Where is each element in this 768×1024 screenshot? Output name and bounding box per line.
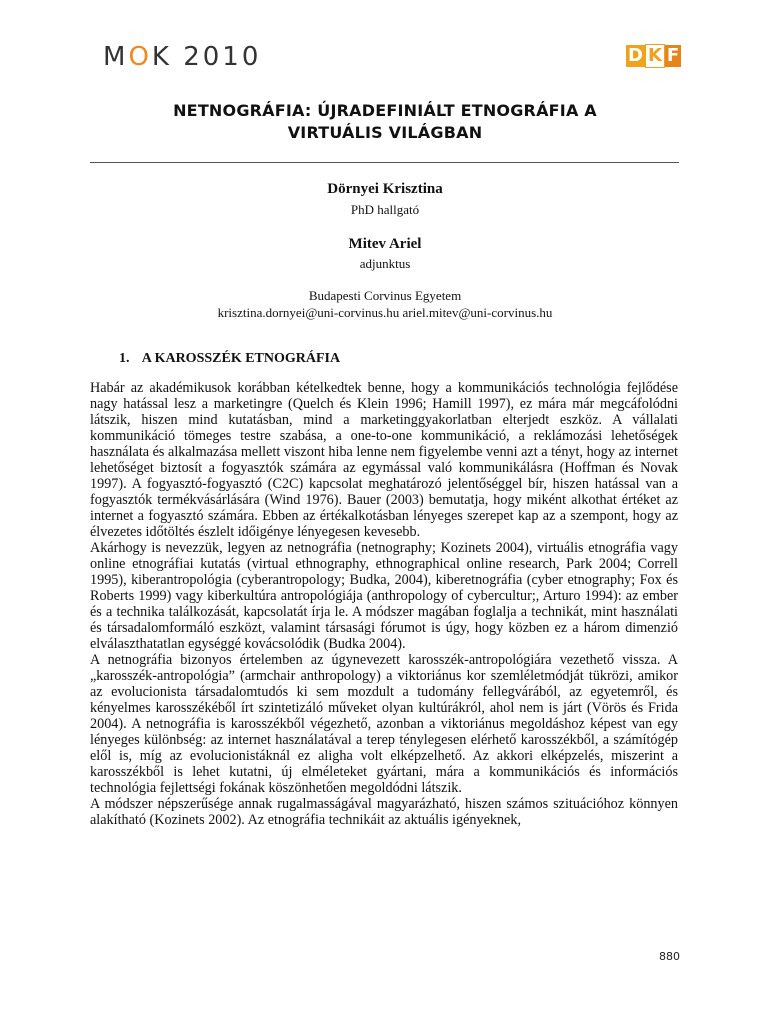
dkf-logo-letter: F — [666, 45, 680, 66]
author-name: Dörnyei Krisztina — [327, 181, 443, 197]
paper-title-line-2: VIRTUÁLIS VILÁGBAN — [287, 123, 483, 142]
section-heading — [119, 351, 340, 367]
paragraph: A netnográfia bizonyos értelemben az úgynevezett karosszék-antropológiára vezethető vissza. A „karosszék-antropológia” (armchair anthropology) a viktoriánus kor szemléletmódját tükrözi, amikor az evolucionista társadalomtudós ki sem mozdult a tudomány fellegvárából, az egyetemről, és kényelmes karosszékéből írt szintetizáló műveket olyan kultúrákról, ahol nem is járt (Vörös és Frida 2004). A netnográfia is karosszékből végezhető, azonban a viktoriánus megoldáshoz képest van egy lényeges különbség: az internet használatával a terep ténylegesen elérhető karosszékből, a számítógép elől is, míg az evolucionistáknál ez aligha volt elképzelhető. Az akkori elképzelés, miszerint a karosszékből is lehet kutatni, új elméleteket gyártani, mára a kommunikációs és információs technológia fejlettségi fokának köszönhetően megoldódni látszik. — [90, 652, 678, 796]
paragraph: Akárhogy is nevezzük, legyen az netnográfia (netnography; Kozinets 2004), virtuális etnográfia vagy online etnográfiai kutatás (virtual ethnography, ethnographical online research, Park 2004; Correll 1995), kiberantropológia (cyberantropology; Budka, 2004), kiberetnográfia (cyber etnography; Fox és Roberts 1999) vagy kiberkultúra antropológiája (anthropology of cybercultur;, Arturo 1994): az ember és a technika találkozását, kapcsolatát írja le. A módszer magában foglalja a technikát, mint használati és társadalomformáló eszközt, valamint társasági fórumot is úgy, hogy közben ez a három dimenzió elválaszthatatlan egységgé kovácsolódik (Budka 2004). — [90, 540, 678, 652]
author-name: Mitev Ariel — [348, 236, 422, 252]
mok-2010-logo: MOK 2010 — [103, 42, 262, 72]
paper-title — [90, 100, 680, 144]
dkf-logo — [626, 44, 681, 68]
author-role: adjunktus — [359, 256, 411, 271]
dkf-logo-letter: D — [628, 45, 643, 66]
author-role: PhD hallgató — [350, 202, 420, 217]
paper-title-line-1: NETNOGRÁFIA: ÚJRADEFINIÁLT ETNOGRÁFIA A — [173, 101, 597, 120]
title-divider — [90, 162, 679, 163]
page-number: 880 — [659, 950, 680, 963]
affiliation: Budapesti Corvinus Egyetem — [308, 288, 462, 303]
section-title: A KAROSSZÉK ETNOGRÁFIA — [141, 351, 341, 366]
section-number: 1. — [119, 351, 130, 366]
paragraph: A módszer népszerűsége annak rugalmasságával magyarázható, hiszen számos szituációhoz könnyen alakítható (Kozinets 2002). Az etnográfia technikáit az aktuális igényeknek, — [90, 796, 678, 828]
body-text — [90, 380, 678, 828]
paragraph: Habár az akadémikusok korábban kételkedtek benne, hogy a kommunikációs technológia fejlődése nagy hatással lesz a marketingre (Quelch és Klein 1996; Hamill 1997), ez mára már megcáfolódni látszik, hiszen mind kutatásban, mind a marketinggyakorlatban elterjedt eszköz. A vállalati kommunikáció tömeges testre szabása, a one-to-one kommunikáció, a reklámozási lehetőségek használata és alkalmazása mellett viszont hiba lenne nem figyelembe venni azt a tényt, hogy az internet lehetőséget biztosít a fogyasztók számára az egymással való kommunikálásra (Hoffman és Novak 1997). A fogyasztó-fogyasztó (C2C) kapcsolat meghatározó jelentőséggel bír, hiszen hatással van a fogyasztók termékvásárlására (Wind 1976). Bauer (2003) bemutatja, hogy miként alkothat értéket az internet a fogyasztó számára. Ebben az értékalkotásban lényeges szerepet kap az a szempont, hogy az élvezetes időtöltés észlelt időigénye lényegesen kevesebb. — [90, 380, 678, 540]
dkf-logo-letter: K — [645, 44, 665, 68]
author-emails: krisztina.dornyei@uni-corvinus.hu ariel.mitev@uni-corvinus.hu — [217, 305, 553, 320]
